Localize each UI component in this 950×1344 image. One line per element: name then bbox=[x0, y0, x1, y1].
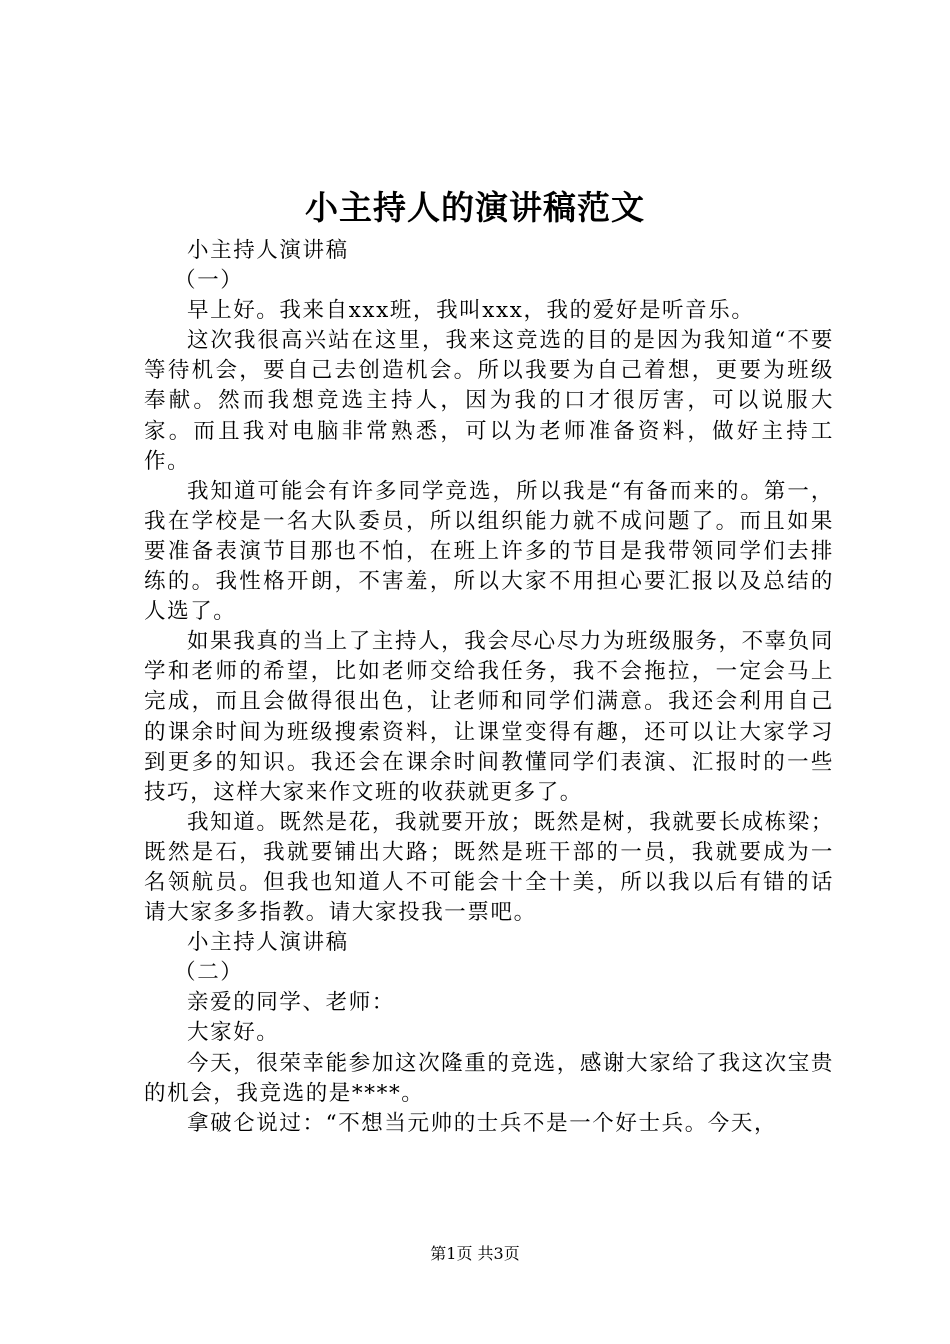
section-number: （一） bbox=[174, 268, 244, 294]
paragraph: 拿破仑说过：“不想当元帅的士兵不是一个好士兵。今天， bbox=[187, 1110, 778, 1136]
section-heading: 小主持人演讲稿 bbox=[187, 930, 349, 956]
paragraph: 我知道可能会有许多同学竞选，所以我是“有备而来的。第一，我在学校是一名大队委员，所以组织能力就不成问题了。而且如果要准备表演节目那也不怕，在班上许多的节目是我带领同学们去排练的。我性格开朗，不害羞，所以大家不用担心要汇报以及总结的人选了。 bbox=[144, 478, 834, 625]
document-body bbox=[144, 236, 834, 1139]
section-heading: 小主持人演讲稿 bbox=[187, 238, 349, 263]
page-title: 小主持人的演讲稿范文 bbox=[305, 188, 645, 227]
paragraph: 早上好。我来自xxx班，我叫xxx，我的爱好是听音乐。 bbox=[187, 298, 755, 324]
paragraph: 大家好。 bbox=[187, 1020, 280, 1046]
paragraph: 这次我很高兴站在这里，我来这竞选的目的是因为我知道“不要等待机会，要自己去创造机会。所以我要为自己着想，更要为班级奉献。然而我想竞选主持人，因为我的口才很厉害，可以说服大家。而且我对电脑非常熟悉，可以为老师准备资料，做好主持工作。 bbox=[144, 328, 834, 474]
paragraph: 亲爱的同学、老师： bbox=[187, 990, 395, 1016]
section-number: （二） bbox=[174, 960, 244, 986]
paragraph: 今天，很荣幸能参加这次隆重的竞选，感谢大家给了我这次宝贵的机会，我竞选的是****。 bbox=[144, 1050, 834, 1106]
paragraph: 如果我真的当上了主持人，我会尽心尽力为班级服务，不辜负同学和老师的希望，比如老师交给我任务，我不会拖拉，一定会马上完成，而且会做得很出色，让老师和同学们满意。我还会利用自己的课余时间为班级搜索资料，让课堂变得有趣，还可以让大家学习到更多的知识。我还会在课余时间教懂同学们表演、汇报时的一些技巧，这样大家来作文班的收获就更多了。 bbox=[144, 629, 834, 805]
paragraph: 我知道。既然是花，我就要开放；既然是树，我就要长成栋梁；既然是石，我就要铺出大路；既然是班干部的一员，我就要成为一名领航员。但我也知道人不可能会十全十美，所以我以后有错的话请大家多多指教。请大家投我一票吧。 bbox=[144, 809, 834, 926]
page-footer: 第1页 共3页 bbox=[430, 1244, 520, 1263]
